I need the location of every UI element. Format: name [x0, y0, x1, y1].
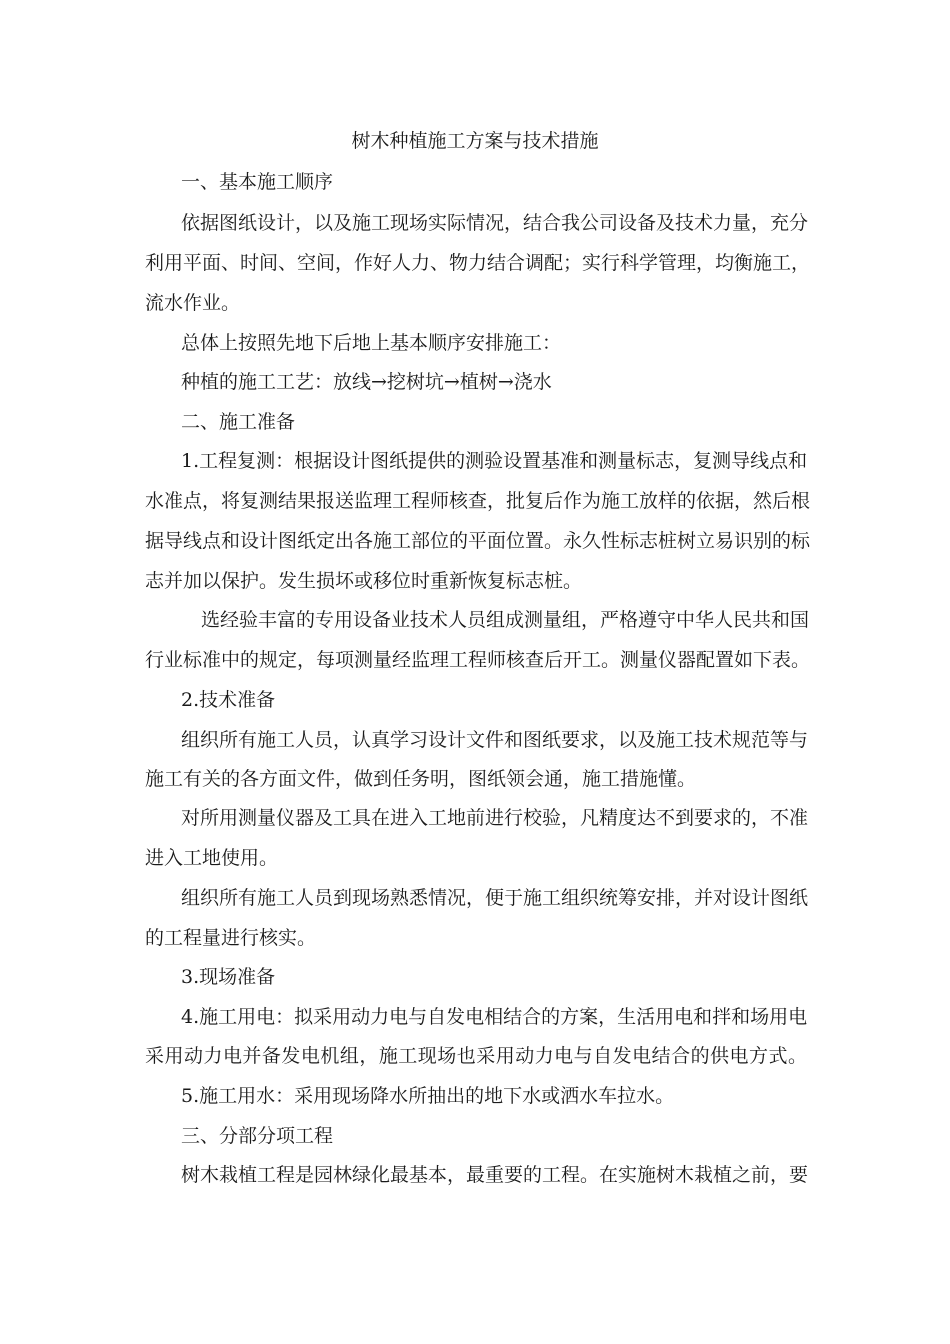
- paragraph-line: 组织所有施工人员，认真学习设计文件和图纸要求，以及施工技术规范等与: [181, 729, 809, 751]
- section-heading: 二、施工准备: [181, 411, 296, 433]
- paragraph-line: 行业标准中的规定，每项测量经监理工程师核查后开工。测量仪器配置如下表。: [145, 649, 811, 671]
- paragraph-line: 志并加以保护。发生损坏或移位时重新恢复标志桩。: [145, 570, 583, 592]
- subsection-heading: 2.技术准备: [181, 689, 276, 711]
- document-title: 树木种植施工方案与技术措施: [351, 130, 599, 152]
- paragraph-line: 利用平面、时间、空间，作好人力、物力结合调配；实行科学管理，均衡施工，: [145, 252, 811, 274]
- subsection-heading: 3.现场准备: [181, 966, 276, 988]
- paragraph-line: 流水作业。: [145, 292, 241, 314]
- paragraph-line: 种植的施工工艺：放线→挖树坑→植树→浇水: [181, 371, 552, 393]
- paragraph-line: 5.施工用水：采用现场降水所抽出的地下水或洒水车拉水。: [181, 1085, 675, 1107]
- paragraph-line: 进入工地使用。: [145, 847, 279, 869]
- paragraph-line: 组织所有施工人员到现场熟悉情况，便于施工组织统筹安排，并对设计图纸: [181, 887, 809, 909]
- paragraph-line: 4.施工用电：拟采用动力电与自发电相结合的方案，生活用电和拌和场用电: [181, 1006, 808, 1028]
- paragraph-line: 依据图纸设计，以及施工现场实际情况，结合我公司设备及技术力量，充分: [181, 212, 809, 234]
- paragraph-line: 对所用测量仪器及工具在进入工地前进行校验，凡精度达不到要求的，不准: [181, 807, 809, 829]
- paragraph-line: 水准点，将复测结果报送监理工程师核查，批复后作为施工放样的依据，然后根: [145, 490, 811, 512]
- paragraph-line: 树木栽植工程是园林绿化最基本，最重要的工程。在实施树木栽植之前，要: [181, 1164, 809, 1186]
- paragraph-line: 施工有关的各方面文件，做到任务明，图纸领会通，施工措施懂。: [145, 768, 697, 790]
- paragraph-line: 据导线点和设计图纸定出各施工部位的平面位置。永久性标志桩树立易识别的标: [145, 530, 811, 552]
- paragraph-line: 总体上按照先地下后地上基本顺序安排施工：: [181, 332, 562, 354]
- section-heading: 一、基本施工顺序: [181, 171, 334, 193]
- paragraph-line: 采用动力电并备发电机组，施工现场也采用动力电与自发电结合的供电方式。: [145, 1045, 807, 1067]
- paragraph-line: 的工程量进行核实。: [145, 927, 317, 949]
- paragraph-line: 选经验丰富的专用设备业技术人员组成测量组，严格遵守中华人民共和国: [201, 609, 810, 631]
- paragraph-line: 1.工程复测：根据设计图纸提供的测验设置基准和测量标志，复测导线点和: [181, 450, 808, 472]
- section-heading: 三、分部分项工程: [181, 1125, 334, 1147]
